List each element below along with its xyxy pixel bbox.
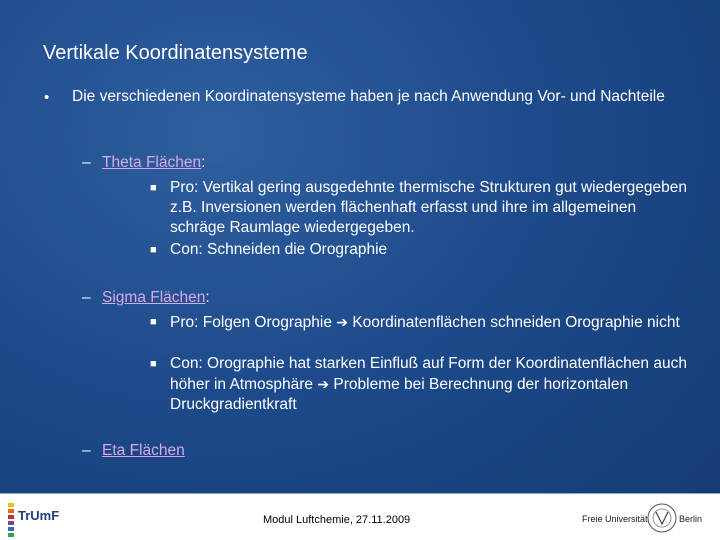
eta-heading xyxy=(82,441,185,461)
footer-text: Modul Luftchemie, 27.11.2009 xyxy=(263,514,411,526)
trumf-logo-text: TrUmF xyxy=(18,508,60,523)
theta-link[interactable]: Theta Flächen xyxy=(102,154,202,171)
sigma-pro-item xyxy=(150,312,690,333)
fu-berlin-logo xyxy=(582,500,712,536)
theta-heading xyxy=(82,153,205,173)
sigma-pro-part-b: Koordinatenflächen schneiden Orographie nicht xyxy=(352,314,680,331)
dash-marker: – xyxy=(82,442,91,459)
bullet-marker: • xyxy=(44,89,50,106)
square-bullet-icon: ■ xyxy=(150,182,157,194)
sigma-pro-text xyxy=(170,312,690,333)
theta-pro-item xyxy=(150,178,690,238)
eta-link[interactable]: Eta Flächen xyxy=(102,442,185,459)
theta-con-text: Con: Schneiden die Orographie xyxy=(170,241,388,258)
dash-marker: – xyxy=(82,154,91,171)
dash-marker: – xyxy=(82,289,91,306)
trumf-logo xyxy=(6,500,86,538)
theta-colon: : xyxy=(201,154,206,171)
square-bullet-icon: ■ xyxy=(150,358,157,370)
bullet-text: Die verschiedenen Koordinatensysteme haben je nach Anwendung Vor- und Nachteile xyxy=(72,88,665,105)
square-bullet-icon: ■ xyxy=(150,316,157,328)
square-bullet-icon: ■ xyxy=(150,244,157,256)
slide-title: Vertikale Koordinatensysteme xyxy=(43,42,308,64)
theta-con-item xyxy=(150,240,690,260)
sigma-con-part-b: Probleme bei Berechnung der horizontalen Druckgradientkraft xyxy=(170,376,629,413)
fu-logo-text-b: Berlin xyxy=(679,514,703,524)
theta-pro-text: Pro: Vertikal gering ausgedehnte thermische Strukturen gut wiedergegeben z.B. Inversionen werden flächenhaft erfasst und ihre im allgemeinen schräge Raumlage wiedergegeben. xyxy=(170,179,687,236)
arrow-right-icon: ➔ xyxy=(317,376,330,392)
sigma-con-item xyxy=(150,354,690,415)
sigma-colon: : xyxy=(205,289,210,306)
arrow-right-icon: ➔ xyxy=(336,314,349,330)
sigma-link[interactable]: Sigma Flächen xyxy=(102,289,206,306)
fu-logo-text-a: Freie Universität xyxy=(582,514,648,524)
sigma-heading xyxy=(82,288,210,308)
sigma-con-part-a: Con: Orographie hat starken Einfluß auf Form der Koordinatenflächen auch höher in Atmosphäre xyxy=(170,355,687,393)
sigma-con-text xyxy=(170,354,690,415)
sigma-pro-part-a: Pro: Folgen Orographie xyxy=(170,314,332,331)
